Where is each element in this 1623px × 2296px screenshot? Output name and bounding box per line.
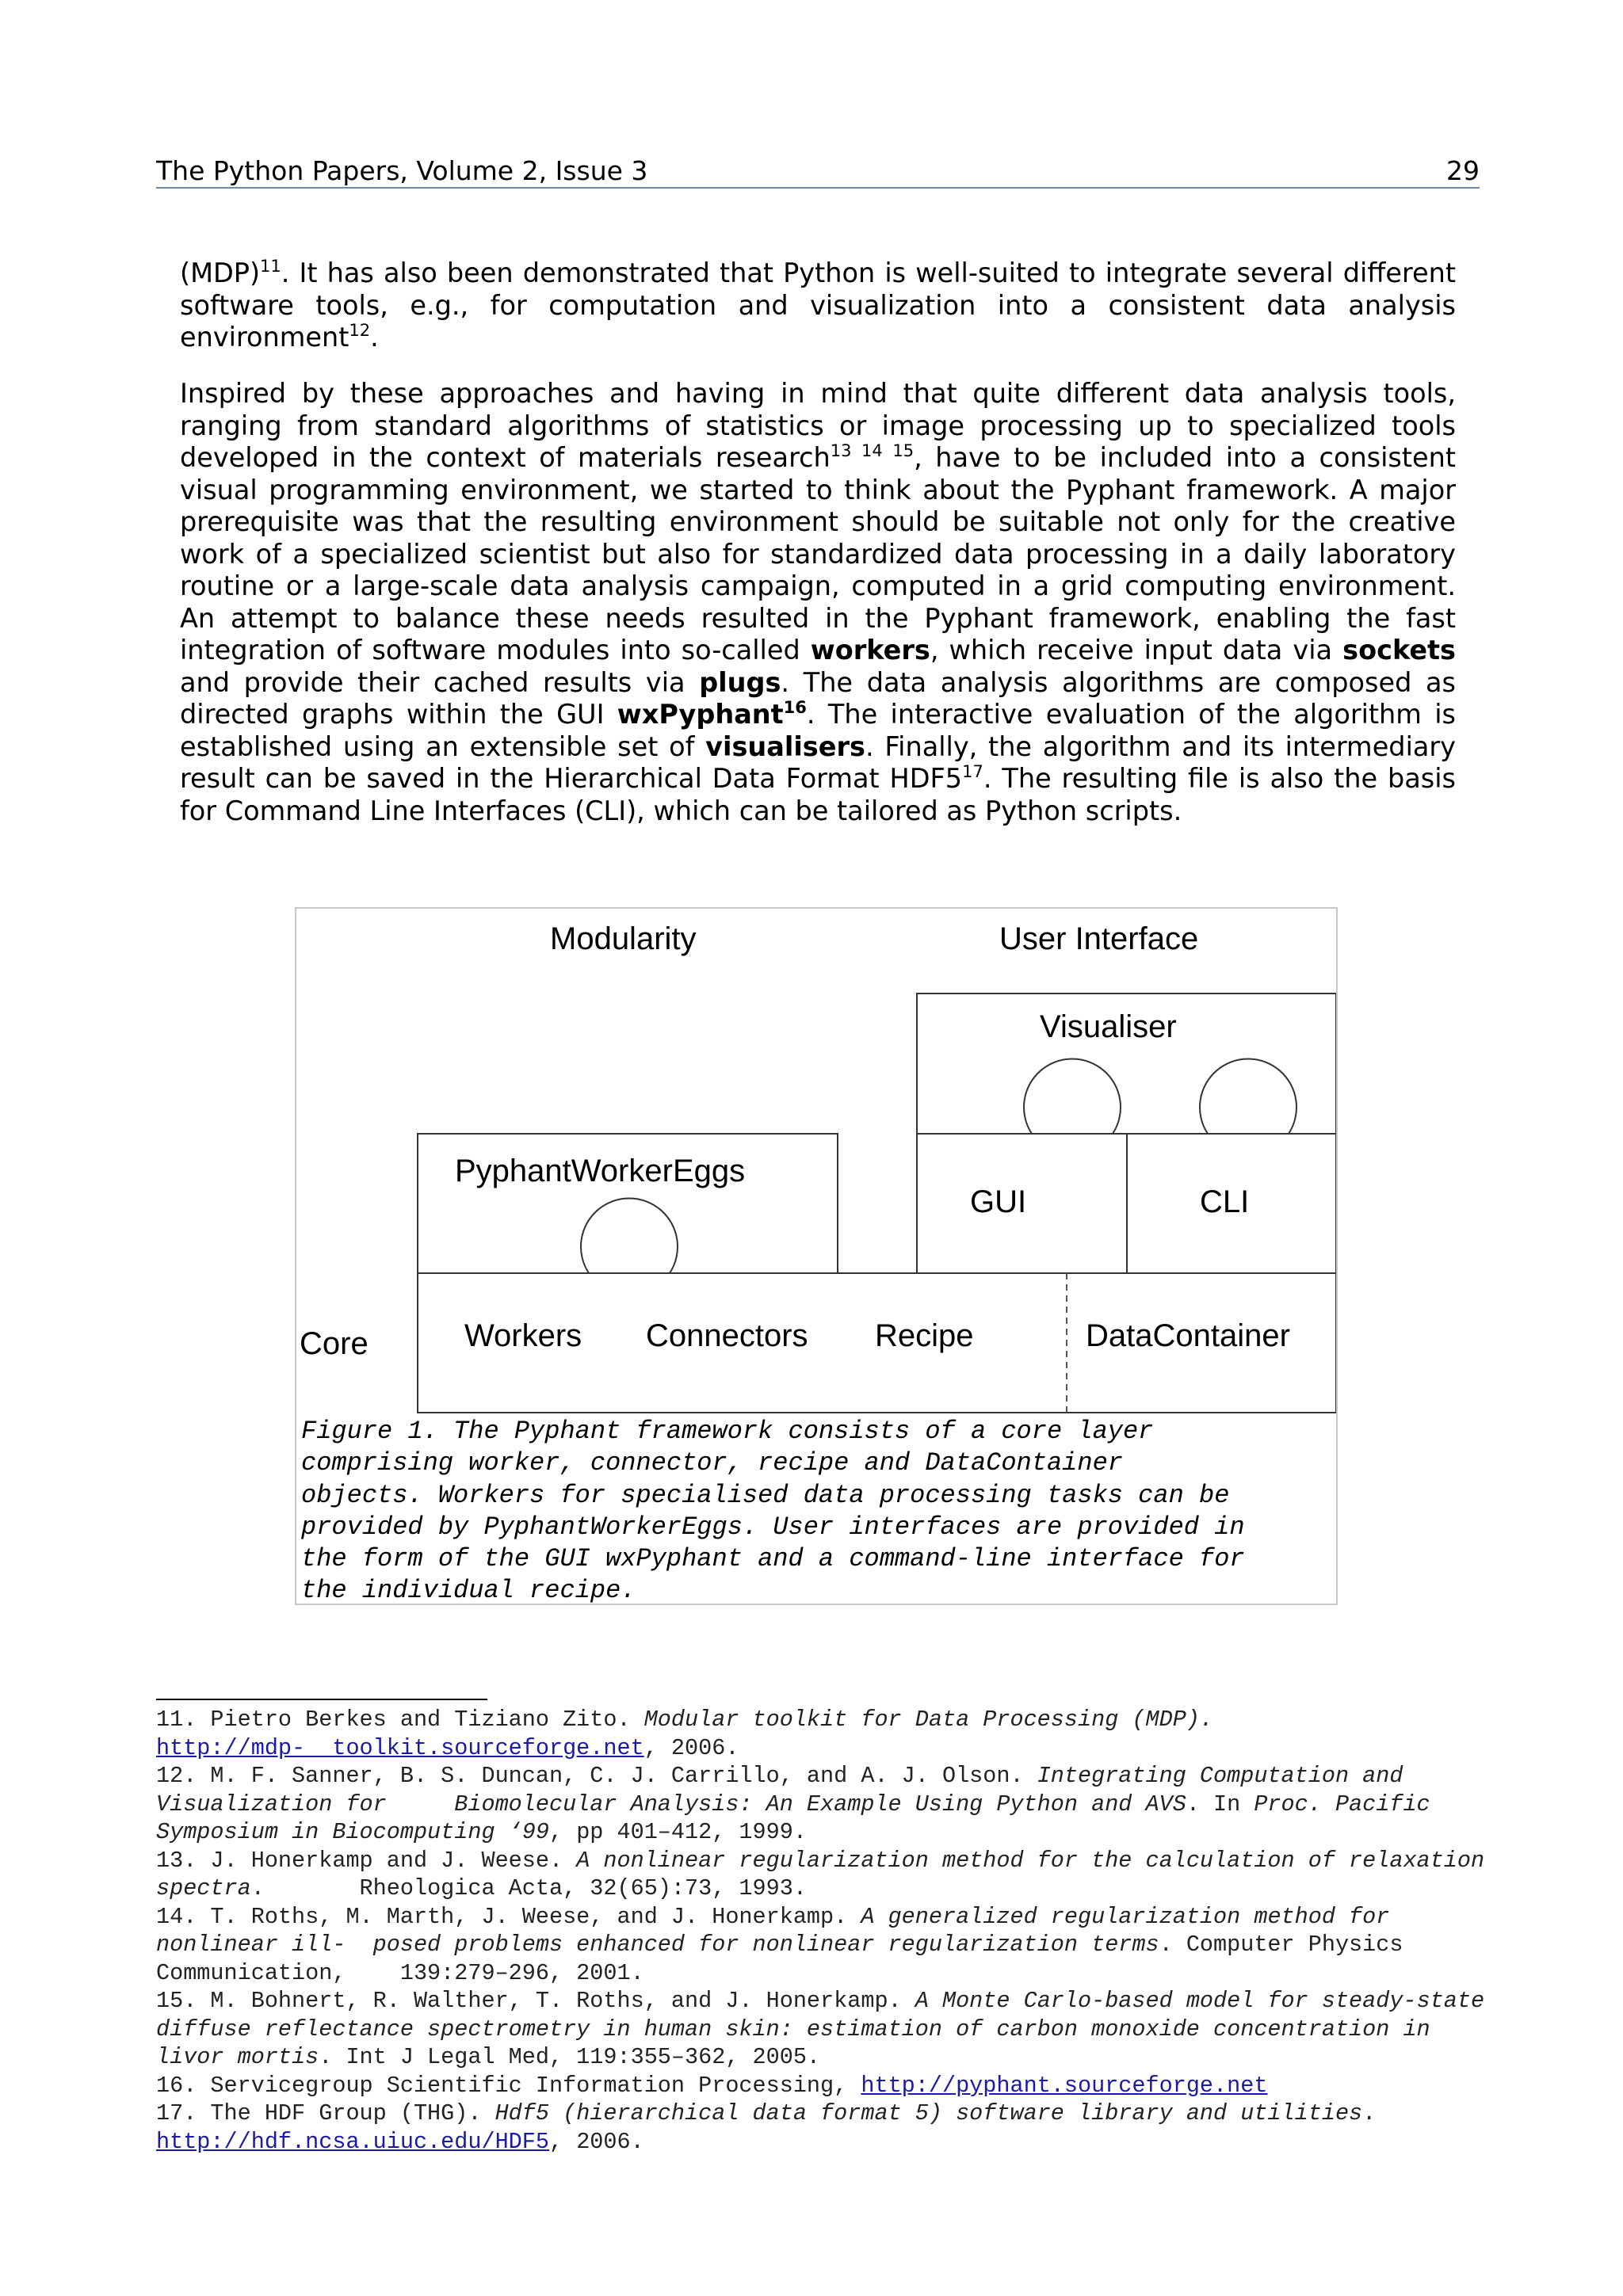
- text-run: . It has also been demonstrated that Python is well-suited to integrate several different software tools, e.g., for computation and visualization into a consistent data analysis environment: [180, 257, 1456, 353]
- footnote-16: [156, 2072, 1487, 2100]
- text-run: (MDP): [180, 257, 261, 288]
- fn-text: 13. J. Honerkamp and J. Weese.: [156, 1847, 577, 1874]
- footnote-ref: 17: [962, 762, 983, 781]
- fn-text: 17. The HDF Group (THG).: [156, 2100, 495, 2126]
- figure-caption: Figure 1. The Pyphant framework consists of a core layer comprising worker, connector, recipe and DataContainer objects. Workers for specialised data processing tasks can be provided by PyphantWorkerEggs. User interfaces are provided in the form of the GUI wxPyphant and a command-line interface for the individual recipe.: [301, 1417, 1245, 1606]
- label-user-interface: User Interface: [999, 921, 1199, 956]
- fn-title: Modular toolkit for Data Processing (MDP).: [643, 1707, 1214, 1733]
- fn-title: Hdf5 (hierarchical data format 5) software library and utilities: [495, 2100, 1363, 2126]
- fn-text: 12. M. F. Sanner, B. S. Duncan, C. J. Carrillo, and A. J. Olson.: [156, 1763, 1037, 1789]
- fn-text: 16. Servicegroup Scientific Information Processing,: [156, 2072, 861, 2099]
- fn-text: . Computer Physics Communication, 139:279–296, 2001.: [156, 1932, 1417, 1986]
- text-run: , which receive input data via: [930, 635, 1343, 666]
- footnote-ref: 12: [349, 321, 371, 340]
- text-run: . Finally, the algorithm and its intermediary result can be saved in the Hierarchical Data Format HDF5: [180, 730, 1456, 794]
- footnotes: [156, 1706, 1499, 2156]
- fn-title: Integrating Computation and Visualization for Biomolecular Analysis: An Example Using Python and AVS: [156, 1763, 1417, 1817]
- label-recipe: Recipe: [875, 1318, 974, 1353]
- label-core: Core: [300, 1326, 369, 1361]
- footnote-rule: [156, 1699, 487, 1700]
- running-header: [156, 152, 1480, 189]
- footnote-ref: 13 14 15: [830, 441, 915, 460]
- journal-title: The Python Papers, Volume 2, Issue 3: [156, 155, 648, 186]
- label-visualiser: Visualiser: [1040, 1009, 1177, 1044]
- footnote-12: [156, 1762, 1487, 1847]
- fn-text: , 2006.: [548, 2128, 644, 2155]
- footnote-17: [156, 2100, 1487, 2156]
- term-wxpyphant: wxPyphant: [617, 699, 784, 730]
- term-sockets: sockets: [1342, 635, 1456, 666]
- pyphant-link[interactable]: http://pyphant.sourceforge.net: [861, 2072, 1268, 2099]
- fn-title: A generalized regularization method for nonlinear ill- posed problems enhanced for nonlinear regularization terms: [156, 1903, 1403, 1958]
- term-workers: workers: [810, 635, 930, 666]
- fn-text: . Rheologica Acta, 32(65):73, 1993.: [250, 1875, 807, 1901]
- page-number: 29: [1446, 155, 1480, 186]
- term-visualisers: visualisers: [705, 730, 865, 762]
- fn-text: 14. T. Roths, M. Marth, J. Weese, and J. Honerkamp.: [156, 1903, 861, 1930]
- text-run: . The resulting file is also the basis for Command Line Interfaces (CLI), which can be tailored as Python scripts.: [180, 763, 1456, 826]
- footnote-15: [156, 1987, 1499, 2072]
- label-eggs: PyphantWorkerEggs: [455, 1154, 746, 1188]
- fn-text: , pp 401–412, 1999.: [548, 1819, 807, 1845]
- fn-text: .: [1362, 2100, 1417, 2126]
- fn-title: A Monte Carlo-based model for steady-state diffuse reflectance spectrometry in human skin: estimation of carbon monoxide concentration in livor mortis: [156, 1988, 1499, 2070]
- text-run: . The interactive evaluation of the algorithm is established using an extensible set of: [180, 699, 1456, 762]
- fn-text: 11. Pietro Berkes and Tiziano Zito.: [156, 1707, 644, 1733]
- label-datacontainer: DataContainer: [1086, 1318, 1290, 1353]
- text-run: .: [370, 322, 379, 353]
- footnote-13: [156, 1847, 1499, 1903]
- fn-text: , 2006.: [643, 1734, 739, 1761]
- fn-text: 15. M. Bohnert, R. Walther, T. Roths, and J. Honerkamp.: [156, 1988, 915, 2014]
- footnote-14: [156, 1903, 1487, 1988]
- fn-title: A nonlinear regularization method for the calculation of relaxation spectra: [156, 1847, 1499, 1901]
- label-modularity: Modularity: [550, 921, 697, 956]
- text-run: . The data analysis algorithms are composed as directed graphs within the GUI: [180, 666, 1456, 730]
- footnote-11: [156, 1706, 1487, 1762]
- framework-diagram: [296, 909, 1336, 1416]
- fn-text: . Int J Legal Med, 119:355–362, 2005.: [319, 2044, 821, 2070]
- fn-source: Proc. Pacific Symposium in Biocomputing ‘99: [156, 1791, 1444, 1845]
- text-run: Inspired by these approaches and having in mind that quite different data analysis tools, ranging from standard algorithms of statistics or image processing up to specialized tools developed in the context of materials research: [180, 378, 1456, 473]
- mdp-link[interactable]: http://mdp- toolkit.sourceforge.net: [156, 1734, 644, 1761]
- footnote-ref: 11: [260, 257, 281, 276]
- text-run: , have to be included into a consistent visual programming environment, we started to think about the Pyphant framework. A major prerequisite was that the resulting environment should be suitable not only for the creative work of a specialized scientist but also for standardized data processing in a daily laboratory routine or a large-scale data analysis campaign, computed in a grid computing environment. An attempt to balance these needs resulted in the Pyphant framework, enabling the fast integration of software modules into so-called: [180, 442, 1456, 666]
- paragraph-2: [180, 378, 1456, 827]
- label-cli: CLI: [1200, 1184, 1250, 1219]
- text-run: and provide their cached results via: [180, 666, 700, 698]
- paragraph-1: [180, 257, 1456, 354]
- label-connectors: Connectors: [646, 1318, 808, 1353]
- hdf5-link[interactable]: http://hdf.ncsa.uiuc.edu/HDF5: [156, 2128, 549, 2155]
- figure-1: [295, 907, 1338, 1605]
- label-workers: Workers: [464, 1318, 582, 1353]
- fn-text: . In: [1186, 1791, 1254, 1817]
- label-gui: GUI: [970, 1184, 1027, 1219]
- term-plugs: plugs: [699, 666, 781, 698]
- footnote-ref: 16: [783, 698, 807, 717]
